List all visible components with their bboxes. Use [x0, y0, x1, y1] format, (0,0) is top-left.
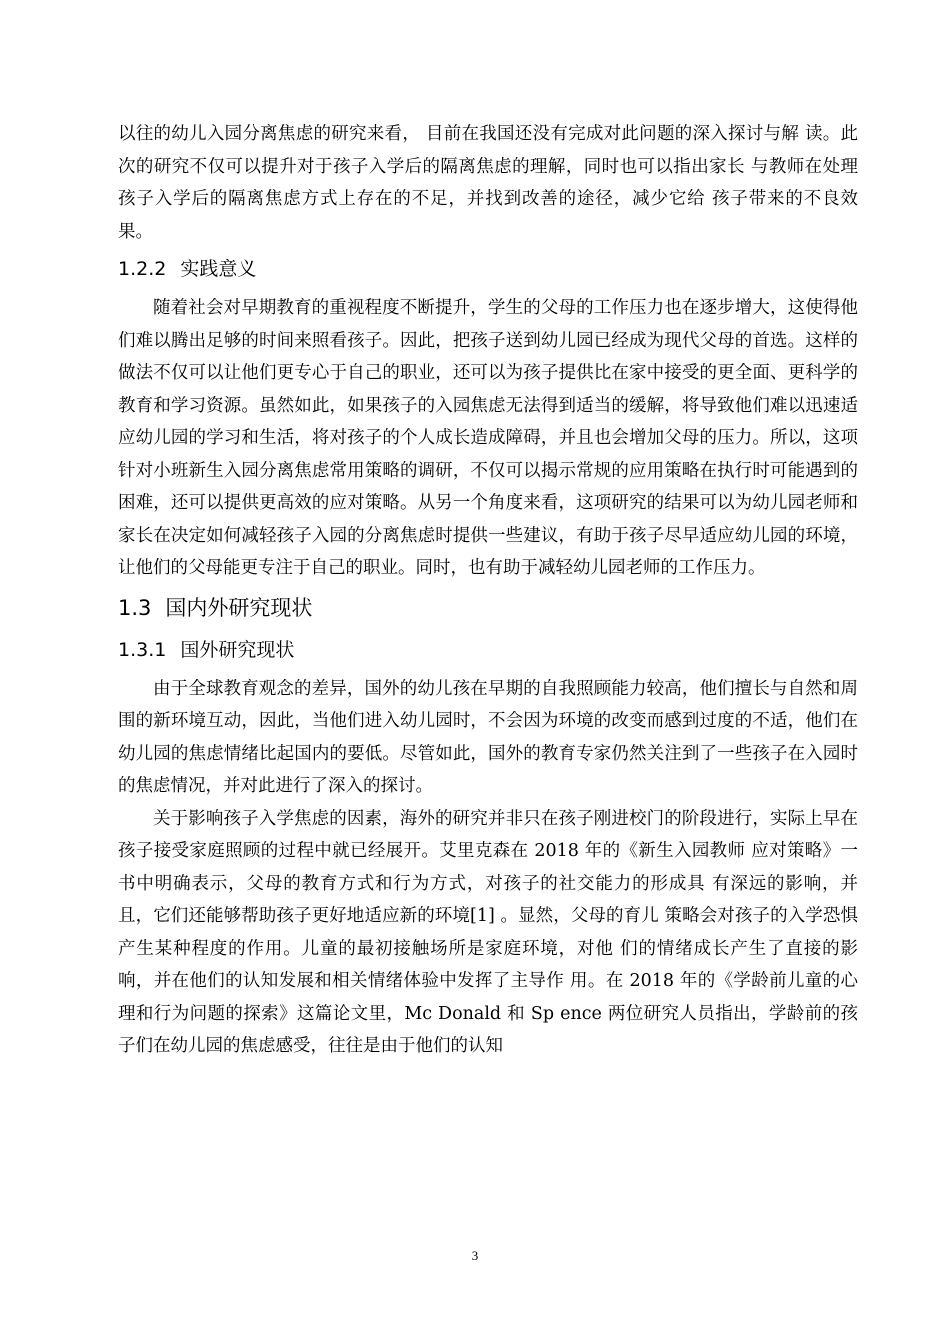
section-heading-1-3-1 — [118, 633, 858, 667]
section-title: 实践意义 — [180, 258, 257, 280]
paragraph-foreign-1: 由于全球教育观念的差异，国外的幼儿孩在早期的自我照顾能力较高，他们擅长与自然和周围的新环境互动，因此，当他们进入幼儿园时，不会因为环境的改变而感到过度的不适，他们在幼儿园的焦虑情绪比起国内的要低。尽管如此，国外的教育专家仍然关注到了一些孩子在入园时的焦虑情况，并对此进行了深入的探讨。 — [118, 678, 858, 796]
page-body — [118, 118, 858, 1063]
paragraph-foreign-2: 关于影响孩子入学焦虑的因素，海外的研究并非只在孩子刚进校门的阶段进行，实际上早在孩子接受家庭照顾的过程中就已经展开。艾里克森在 2018 年的《新生入园教师 应对策略》一书中明确表示，父母的教育方式和行为方式，对孩子的社交能力的形成具 有深远的影响，并且，它们还能够帮助孩子更好地适应新的环境[1] 。显然，父母的育儿 策略会对孩子的入学恐惧产生某种程度的作用。儿童的最初接触场所是家庭环境，对他 们的情绪成长产生了直接的影响，并在他们的认知发展和相关情绪体验中发挥了主导作 用。在 2018 年的《学龄前儿童的心理和行为问题的探索》这篇论文里，Mc Donald 和 Sp ence 两位研究人员指出，学龄前的孩子们在幼儿园的焦虑感受，往往是由于他们的认知 — [118, 808, 858, 1056]
section-number: 1.2.2 — [118, 258, 167, 280]
paragraph-intro: 以往的幼儿入园分离焦虑的研究来看， 目前在我国还没有完成对此问题的深入探讨与解 读。此次的研究不仅可以提升对于孩子入学后的隔离焦虑的理解，同时也可以指出家长 与教师在处理孩子入学后的隔离焦虑方式上存在的不足，并找到改善的途径，减少它给 孩子带来的不良效果。 — [118, 124, 858, 242]
paragraph-practice: 随着社会对早期教育的重视程度不断提升，学生的父母的工作压力也在逐步增大，这使得他们难以腾出足够的时间来照看孩子。因此，把孩子送到幼儿园已经成为现代父母的首选。这样的做法不仅可以让他们更专心于自己的职业，还可以为孩子提供比在家中接受的更全面、更科学的教育和学习资源。虽然如此，如果孩子的入园焦虑无法得到适当的缓解，将导致他们难以迅速适应幼儿园的学习和生活，将对孩子的个人成长造成障碍，并且也会增加父母的压力。所以，这项针对小班新生入园分离焦虑常用策略的调研，不仅可以揭示常规的应用策略在执行时可能遇到的困难，还可以提供更高效的应对策略。从另一个角度来看，这项研究的结果可以为幼儿园老师和家长在决定如何减轻孩子入园的分离焦虑时提供一些建议，有助于孩子尽早适应幼儿园的环境，让他们的父母能更专注于自己的职业。同时，也有助于减轻幼儿园老师的工作压力。 — [118, 298, 858, 578]
section-heading-1-3 — [118, 589, 858, 627]
section-title: 国内外研究现状 — [165, 595, 313, 620]
section-title: 国外研究现状 — [180, 638, 295, 661]
section-number: 1.3.1 — [118, 638, 167, 661]
page-number: 3 — [471, 1248, 479, 1263]
section-heading-1-2-2 — [118, 252, 858, 286]
section-number: 1.3 — [118, 595, 152, 620]
